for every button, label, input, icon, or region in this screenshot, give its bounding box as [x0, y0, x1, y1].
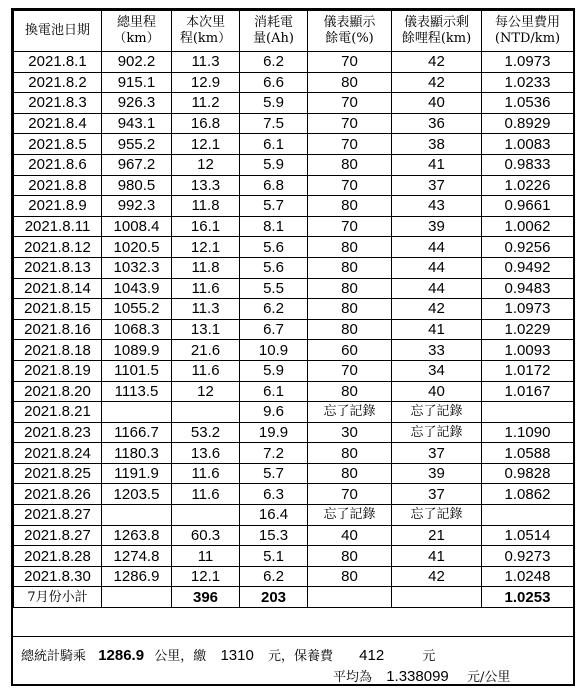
table-cell: 41 [392, 319, 482, 340]
table-cell: 1.0536 [482, 93, 574, 114]
table-cell: 955.2 [102, 134, 172, 155]
table-cell: 41 [392, 154, 482, 175]
table-cell: 6.1 [240, 134, 308, 155]
table-cell: 5.6 [240, 237, 308, 258]
table-cell: 1.0973 [482, 299, 574, 320]
table-cell: 2021.8.26 [14, 484, 102, 505]
table-cell: 11.8 [172, 196, 240, 217]
table-cell: 11.6 [172, 360, 240, 381]
table-cell: 70 [308, 360, 392, 381]
table-cell: 6.7 [240, 319, 308, 340]
table-cell: 2021.8.13 [14, 257, 102, 278]
table-cell: 37 [392, 175, 482, 196]
table-cell: 40 [392, 93, 482, 114]
column-header-text: 餘哩程(km) [401, 31, 472, 46]
table-row [14, 52, 574, 73]
table-cell: 16.4 [240, 505, 308, 526]
battery-swap-table [13, 10, 574, 608]
table-cell: 80 [308, 381, 392, 402]
table-row [14, 175, 574, 196]
column-header-text: 換電池日期 [24, 23, 90, 38]
column-header-text: 儀表顯示剩 [403, 15, 469, 30]
table-cell: 80 [308, 257, 392, 278]
table-cell: 80 [308, 278, 392, 299]
table-cell: 12.1 [172, 566, 240, 587]
table-cell: 70 [308, 134, 392, 155]
table-cell: 15.3 [240, 525, 308, 546]
table-cell: 80 [308, 237, 392, 258]
table-cell: 11.6 [172, 484, 240, 505]
subtotal-cell [308, 587, 392, 608]
table-cell: 1.0973 [482, 52, 574, 73]
table-cell: 6.6 [240, 72, 308, 93]
table-cell: 13.3 [172, 175, 240, 196]
column-header-text: 餘電(%) [325, 31, 374, 46]
summary-unit-km-paid: 公里，繳 [154, 649, 207, 664]
summary-avg-value: 1.338099 [386, 668, 449, 685]
table-cell: 1180.3 [102, 443, 172, 464]
table-cell: 2021.8.20 [14, 381, 102, 402]
table-cell: 0.9256 [482, 237, 574, 258]
table-cell: 5.9 [240, 93, 308, 114]
table-row [14, 422, 574, 443]
table-cell: 1068.3 [102, 319, 172, 340]
table-cell: 1008.4 [102, 216, 172, 237]
table-cell: 80 [308, 154, 392, 175]
table-cell: 13.1 [172, 319, 240, 340]
table-cell: 42 [392, 299, 482, 320]
table-cell: 2021.8.16 [14, 319, 102, 340]
table-cell: 1.0514 [482, 525, 574, 546]
subtotal-cell [392, 587, 482, 608]
summary-line-average [333, 666, 510, 685]
table-cell: 0.8929 [482, 113, 574, 134]
summary-total-label: 總統計騎乘 [21, 649, 87, 664]
table-cell: 2021.8.9 [14, 196, 102, 217]
table-cell: 5.7 [240, 196, 308, 217]
table-cell: 42 [392, 52, 482, 73]
table-cell: 1286.9 [102, 566, 172, 587]
table-cell: 2021.8.5 [14, 134, 102, 155]
summary-maintenance: 412 [359, 647, 385, 664]
table-cell: 70 [308, 175, 392, 196]
table-cell: 忘了記錄 [392, 422, 482, 443]
table-cell: 80 [308, 546, 392, 567]
table-cell: 40 [392, 381, 482, 402]
table-cell: 43 [392, 196, 482, 217]
column-header-text: 每公里費用 [494, 15, 560, 30]
table-cell: 0.9828 [482, 463, 574, 484]
table-row [14, 93, 574, 114]
table-cell: 19.9 [240, 422, 308, 443]
table-cell: 2021.8.18 [14, 340, 102, 361]
table-cell: 6.2 [240, 566, 308, 587]
column-header [392, 11, 482, 52]
table-cell: 2021.8.28 [14, 546, 102, 567]
summary-box [13, 636, 573, 687]
table-row [14, 278, 574, 299]
table-cell: 16.8 [172, 113, 240, 134]
table-cell: 80 [308, 319, 392, 340]
table-cell: 1166.7 [102, 422, 172, 443]
table-cell: 1203.5 [102, 484, 172, 505]
table-cell: 915.1 [102, 72, 172, 93]
table-cell: 2021.8.8 [14, 175, 102, 196]
table-cell: 980.5 [102, 175, 172, 196]
table-row [14, 340, 574, 361]
column-header-text: 儀表顯示 [323, 15, 376, 30]
table-cell: 16.1 [172, 216, 240, 237]
table-cell: 1274.8 [102, 546, 172, 567]
table-cell: 5.1 [240, 546, 308, 567]
column-header-text: （km） [113, 31, 160, 46]
table-cell: 12.9 [172, 72, 240, 93]
table-cell: 1043.9 [102, 278, 172, 299]
column-header-text: (NTD/km) [494, 31, 561, 46]
table-cell: 21 [392, 525, 482, 546]
table-cell: 80 [308, 196, 392, 217]
table-cell: 2021.8.25 [14, 463, 102, 484]
table-cell: 40 [308, 525, 392, 546]
column-header [482, 11, 574, 52]
table-cell: 忘了記錄 [308, 505, 392, 526]
table-cell: 1.0862 [482, 484, 574, 505]
table-cell: 6.1 [240, 381, 308, 402]
table-cell: 5.9 [240, 360, 308, 381]
table-cell [172, 505, 240, 526]
table-cell: 1.1090 [482, 422, 574, 443]
table-cell: 2021.8.27 [14, 525, 102, 546]
table-cell: 1191.9 [102, 463, 172, 484]
table-cell: 1.0233 [482, 72, 574, 93]
table-cell: 12.1 [172, 134, 240, 155]
table-row [14, 463, 574, 484]
table-cell: 7.5 [240, 113, 308, 134]
table-cell: 9.6 [240, 402, 308, 423]
table-row [14, 525, 574, 546]
table-cell: 5.9 [240, 154, 308, 175]
table-cell: 967.2 [102, 154, 172, 175]
table-cell: 2021.8.15 [14, 299, 102, 320]
table-row [14, 566, 574, 587]
table-cell: 11.3 [172, 52, 240, 73]
table-cell: 1089.9 [102, 340, 172, 361]
table-row [14, 257, 574, 278]
table-cell [102, 402, 172, 423]
column-header [308, 11, 392, 52]
table-cell: 37 [392, 484, 482, 505]
table-cell: 1.0172 [482, 360, 574, 381]
table-cell: 41 [392, 546, 482, 567]
table-cell: 忘了記錄 [392, 402, 482, 423]
table-cell: 30 [308, 422, 392, 443]
ledger-sheet [11, 8, 575, 686]
table-cell: 2021.8.19 [14, 360, 102, 381]
table-cell: 12.1 [172, 237, 240, 258]
table-row [14, 484, 574, 505]
table-cell: 6.3 [240, 484, 308, 505]
table-cell: 6.2 [240, 52, 308, 73]
table-cell: 34 [392, 360, 482, 381]
column-header [240, 11, 308, 52]
table-cell: 0.9833 [482, 154, 574, 175]
table-row [14, 319, 574, 340]
table-cell: 39 [392, 463, 482, 484]
table-cell: 80 [308, 566, 392, 587]
summary-unit-yuan: 元 [422, 649, 436, 664]
table-row [14, 546, 574, 567]
table-cell: 70 [308, 484, 392, 505]
table-cell: 1.0229 [482, 319, 574, 340]
table-cell: 1020.5 [102, 237, 172, 258]
table-cell: 44 [392, 237, 482, 258]
table-cell: 1.0167 [482, 381, 574, 402]
table-cell: 80 [308, 443, 392, 464]
column-header [172, 11, 240, 52]
table-cell: 33 [392, 340, 482, 361]
table-cell: 2021.8.27 [14, 505, 102, 526]
table-cell: 10.9 [240, 340, 308, 361]
table-cell: 2021.8.3 [14, 93, 102, 114]
table-cell: 11.6 [172, 278, 240, 299]
table-cell: 70 [308, 216, 392, 237]
table-row [14, 72, 574, 93]
table-cell: 2021.8.6 [14, 154, 102, 175]
table-cell: 11.8 [172, 257, 240, 278]
table-row [14, 443, 574, 464]
column-header-text: 量(Ah) [253, 31, 294, 46]
table-cell: 1.0226 [482, 175, 574, 196]
table-cell: 6.8 [240, 175, 308, 196]
table-cell: 60.3 [172, 525, 240, 546]
table-cell: 11.2 [172, 93, 240, 114]
table-row [14, 505, 574, 526]
table-cell: 1.0083 [482, 134, 574, 155]
table-cell: 992.3 [102, 196, 172, 217]
table-cell: 1.0588 [482, 443, 574, 464]
table-cell [482, 402, 574, 423]
table-cell: 1263.8 [102, 525, 172, 546]
table-cell: 1113.5 [102, 381, 172, 402]
table-cell: 5.5 [240, 278, 308, 299]
table-cell: 44 [392, 257, 482, 278]
table-cell: 1101.5 [102, 360, 172, 381]
table-cell: 忘了記錄 [392, 505, 482, 526]
table-cell: 1.0248 [482, 566, 574, 587]
table-cell: 1.0093 [482, 340, 574, 361]
table-cell [102, 505, 172, 526]
table-cell: 70 [308, 52, 392, 73]
table-cell: 21.6 [172, 340, 240, 361]
table-cell: 12 [172, 381, 240, 402]
header-row [14, 11, 574, 52]
column-header [102, 11, 172, 52]
table-cell: 5.7 [240, 463, 308, 484]
subtotal-cell: 203 [240, 587, 308, 608]
table-cell: 42 [392, 72, 482, 93]
table-cell: 2021.8.14 [14, 278, 102, 299]
table-cell: 2021.8.24 [14, 443, 102, 464]
table-cell: 42 [392, 566, 482, 587]
table-cell: 2021.8.2 [14, 72, 102, 93]
summary-line-total [21, 645, 435, 664]
table-cell: 1032.3 [102, 257, 172, 278]
table-cell: 2021.8.11 [14, 216, 102, 237]
table-cell: 0.9483 [482, 278, 574, 299]
table-row [14, 402, 574, 423]
table-cell: 53.2 [172, 422, 240, 443]
table-cell: 60 [308, 340, 392, 361]
table-cell: 5.6 [240, 257, 308, 278]
column-header-text: 程(km） [179, 31, 232, 46]
table-row [14, 154, 574, 175]
table-row [14, 237, 574, 258]
column-header-text: 本次里 [185, 15, 225, 30]
column-header-text: 總里程 [116, 15, 156, 30]
table-cell: 12 [172, 154, 240, 175]
table-cell: 80 [308, 463, 392, 484]
table-cell: 2021.8.21 [14, 402, 102, 423]
column-header-text: 消耗電 [253, 15, 293, 30]
table-cell: 39 [392, 216, 482, 237]
table-cell: 80 [308, 72, 392, 93]
table-row [14, 134, 574, 155]
table-cell: 11.6 [172, 463, 240, 484]
table-cell: 6.2 [240, 299, 308, 320]
table-cell: 902.2 [102, 52, 172, 73]
table-cell [482, 505, 574, 526]
subtotal-cell: 396 [172, 587, 240, 608]
table-row [14, 216, 574, 237]
table-cell: 2021.8.12 [14, 237, 102, 258]
table-cell: 36 [392, 113, 482, 134]
table-cell: 38 [392, 134, 482, 155]
table-cell: 70 [308, 113, 392, 134]
table-cell: 忘了記錄 [308, 402, 392, 423]
table-cell: 44 [392, 278, 482, 299]
table-cell: 2021.8.23 [14, 422, 102, 443]
table-body [14, 52, 574, 608]
table-cell: 11.3 [172, 299, 240, 320]
table-cell: 37 [392, 443, 482, 464]
subtotal-cell: 7月份小計 [14, 587, 102, 608]
summary-paid: 1310 [220, 647, 254, 664]
summary-total-km: 1286.9 [98, 647, 145, 664]
summary-avg-unit: 元/公里 [466, 670, 511, 685]
table-row [14, 299, 574, 320]
table-cell: 0.9273 [482, 546, 574, 567]
table-row [14, 196, 574, 217]
table-cell: 1.0062 [482, 216, 574, 237]
table-cell: 2021.8.30 [14, 566, 102, 587]
subtotal-row [14, 587, 574, 608]
subtotal-cell [102, 587, 172, 608]
table-cell: 1055.2 [102, 299, 172, 320]
table-cell: 13.6 [172, 443, 240, 464]
column-header [14, 11, 102, 52]
table-cell: 0.9492 [482, 257, 574, 278]
table-cell: 926.3 [102, 93, 172, 114]
table-row [14, 381, 574, 402]
table-cell: 80 [308, 299, 392, 320]
table-cell [172, 402, 240, 423]
table-cell: 7.2 [240, 443, 308, 464]
table-cell: 2021.8.1 [14, 52, 102, 73]
table-cell: 943.1 [102, 113, 172, 134]
table-row [14, 113, 574, 134]
table-cell: 0.9661 [482, 196, 574, 217]
table-cell: 8.1 [240, 216, 308, 237]
summary-unit-yuan-maint: 元，保養費 [267, 649, 333, 664]
table-cell: 2021.8.4 [14, 113, 102, 134]
summary-avg-label: 平均為 [333, 670, 373, 685]
table-cell: 70 [308, 93, 392, 114]
table-cell: 11 [172, 546, 240, 567]
subtotal-cell: 1.0253 [482, 587, 574, 608]
table-row [14, 360, 574, 381]
